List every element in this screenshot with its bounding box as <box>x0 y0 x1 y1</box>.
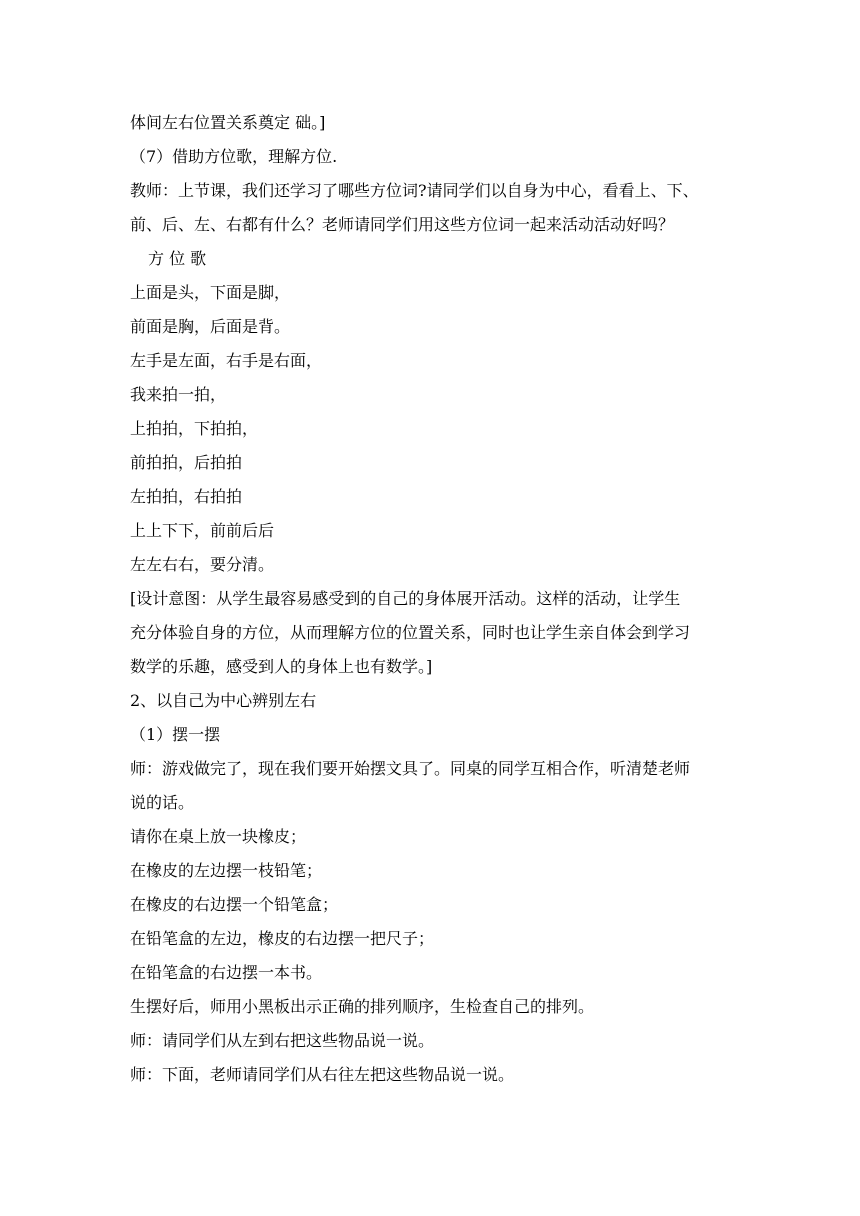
song-line: 前拍拍，后拍拍 <box>130 453 243 472</box>
song-line: 上上下下，前前后后 <box>130 521 275 540</box>
text-line: 师：游戏做完了，现在我们要开始摆文具了。同桌的同学互相合作，听清楚老师 <box>130 759 691 778</box>
song-line: 左拍拍，右拍拍 <box>130 487 243 506</box>
instruction-line: 请你在桌上放一块橡皮； <box>130 827 307 846</box>
document-body <box>130 106 740 1092</box>
song-line: 前面是胸，后面是背。 <box>130 317 291 336</box>
song-title: 方 位 歌 <box>148 249 207 268</box>
text-line: 前、后、左、右都有什么？老师请同学们用这些方位词一起来活动活动好吗？ <box>130 215 675 234</box>
text-line: 体间左右位置关系奠定 础。] <box>130 113 326 132</box>
text-line: 师：下面，老师请同学们从右往左把这些物品说一说。 <box>130 1065 515 1084</box>
instruction-line: 在橡皮的右边摆一个铅笔盒； <box>130 895 339 914</box>
text-line: 说的话。 <box>130 793 195 812</box>
song-line: 左手是左面，右手是右面， <box>130 351 323 370</box>
text-line: 教师：上节课，我们还学习了哪些方位词?请同学们以自身为中心，看看上、下、 <box>130 181 699 200</box>
instruction-line: 在橡皮的左边摆一枝铅笔； <box>130 861 323 880</box>
song-line: 左左右右，要分清。 <box>130 555 275 574</box>
text-line: 师：请同学们从左到右把这些物品说一说。 <box>130 1031 435 1050</box>
section-heading: （7）借助方位歌，理解方位. <box>130 147 338 166</box>
design-intent-line: 数学的乐趣，感受到人的身体上也有数学。] <box>130 657 433 676</box>
text-line: 生摆好后，师用小黑板出示正确的排列顺序，生检查自己的排列。 <box>130 997 595 1016</box>
instruction-line: 在铅笔盒的右边摆一本书。 <box>130 963 323 982</box>
song-line: 上面是头，下面是脚， <box>130 283 291 302</box>
section-heading: （1）摆一摆 <box>130 725 221 744</box>
instruction-line: 在铅笔盒的左边，橡皮的右边摆一把尺子； <box>130 929 435 948</box>
design-intent-line: 充分体验自身的方位，从而理解方位的位置关系，同时也让学生亲自体会到学习 <box>130 623 691 642</box>
design-intent-line: [设计意图：从学生最容易感受到的自己的身体展开活动。这样的活动，让学生 <box>130 589 681 608</box>
song-line: 上拍拍，下拍拍， <box>130 419 259 438</box>
song-line: 我来拍一拍， <box>130 385 227 404</box>
section-heading: 2、以自己为中心辨别左右 <box>130 691 317 710</box>
